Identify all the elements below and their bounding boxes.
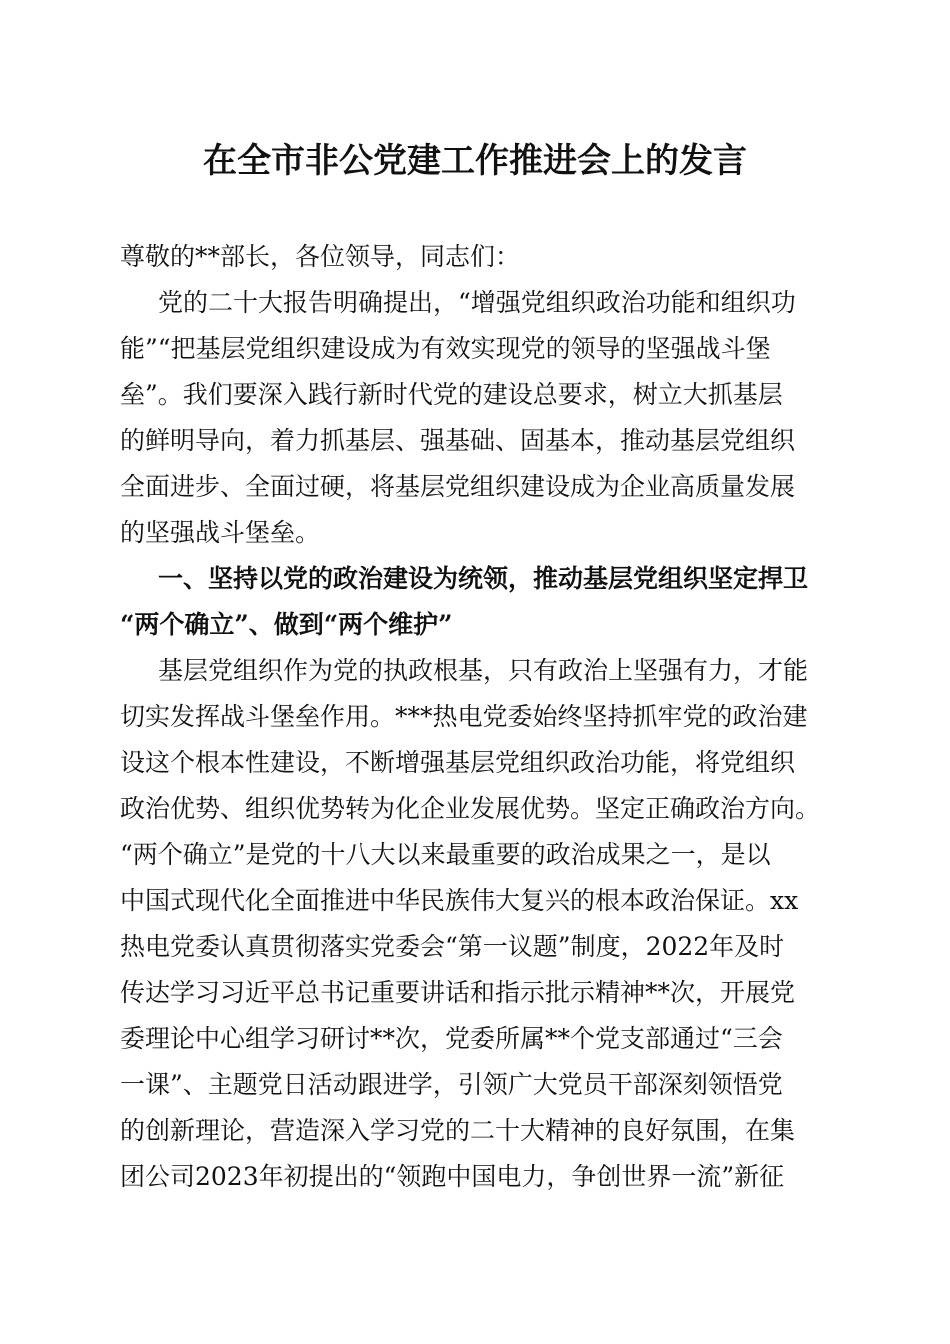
paragraph-line: 一课”、主题党日活动跟进学，引领广大党员干部深刻领悟党 <box>120 1070 783 1099</box>
paragraph-line: 垒”。我们要深入践行新时代党的建设总要求，树立大抓基层 <box>120 380 783 409</box>
section-heading-line: 一、坚持以党的政治建设为统领，推动基层党组织坚定捍卫 <box>158 564 809 593</box>
document-title: 在全市非公党建工作推进会上的发言 <box>203 141 747 181</box>
paragraph-line: 设这个根本性建设，不断增强基层党组织政治功能，将党组织 <box>120 748 796 777</box>
paragraph-line: “两个确立”是党的十八大以来最重要的政治成果之一，是以 <box>120 840 771 869</box>
paragraph-line: 能”“把基层党组织建设成为有效实现党的领导的坚强战斗堡 <box>120 334 771 363</box>
paragraph-line: 中国式现代化全面推进中华民族伟大复兴的根本政治保证。xx <box>120 886 799 915</box>
paragraph-line: 团公司2023年初提出的“领跑中国电力，争创世界一流”新征 <box>120 1162 785 1191</box>
paragraph-line: 的创新理论，营造深入学习党的二十大精神的良好氛围，在集 <box>120 1116 796 1145</box>
paragraph-line: 委理论中心组学习研讨**次，党委所属**个党支部通过“三会 <box>120 1024 783 1053</box>
paragraph-line: 党的二十大报告明确提出，“增强党组织政治功能和组织功 <box>158 288 796 317</box>
paragraph-line: 全面进步、全面过硬，将基层党组织建设成为企业高质量发展 <box>120 472 796 501</box>
paragraph-line: 的鲜明导向，着力抓基层、强基础、固基本，推动基层党组织 <box>120 426 796 455</box>
paragraph-line: 的坚强战斗堡垒。 <box>120 518 321 547</box>
paragraph-line: 切实发挥战斗堡垒作用。***热电党委始终坚持抓牢党的政治建 <box>120 702 808 731</box>
paragraph-line: 传达学习习近平总书记重要讲话和指示批示精神**次，开展党 <box>120 978 796 1007</box>
document-body <box>120 234 840 1200</box>
paragraph-line: 基层党组织作为党的执政根基，只有政治上坚强有力，才能 <box>158 656 809 685</box>
salutation-line: 尊敬的**部长，各位领导，同志们： <box>120 242 521 271</box>
section-heading-line: “两个确立”、做到“两个维护” <box>120 610 453 639</box>
paragraph-line: 政治优势、组织优势转为化企业发展优势。坚定正确政治方向。 <box>120 794 821 823</box>
paragraph-line: 热电党委认真贯彻落实党委会“第一议题”制度，2022年及时 <box>120 932 785 961</box>
